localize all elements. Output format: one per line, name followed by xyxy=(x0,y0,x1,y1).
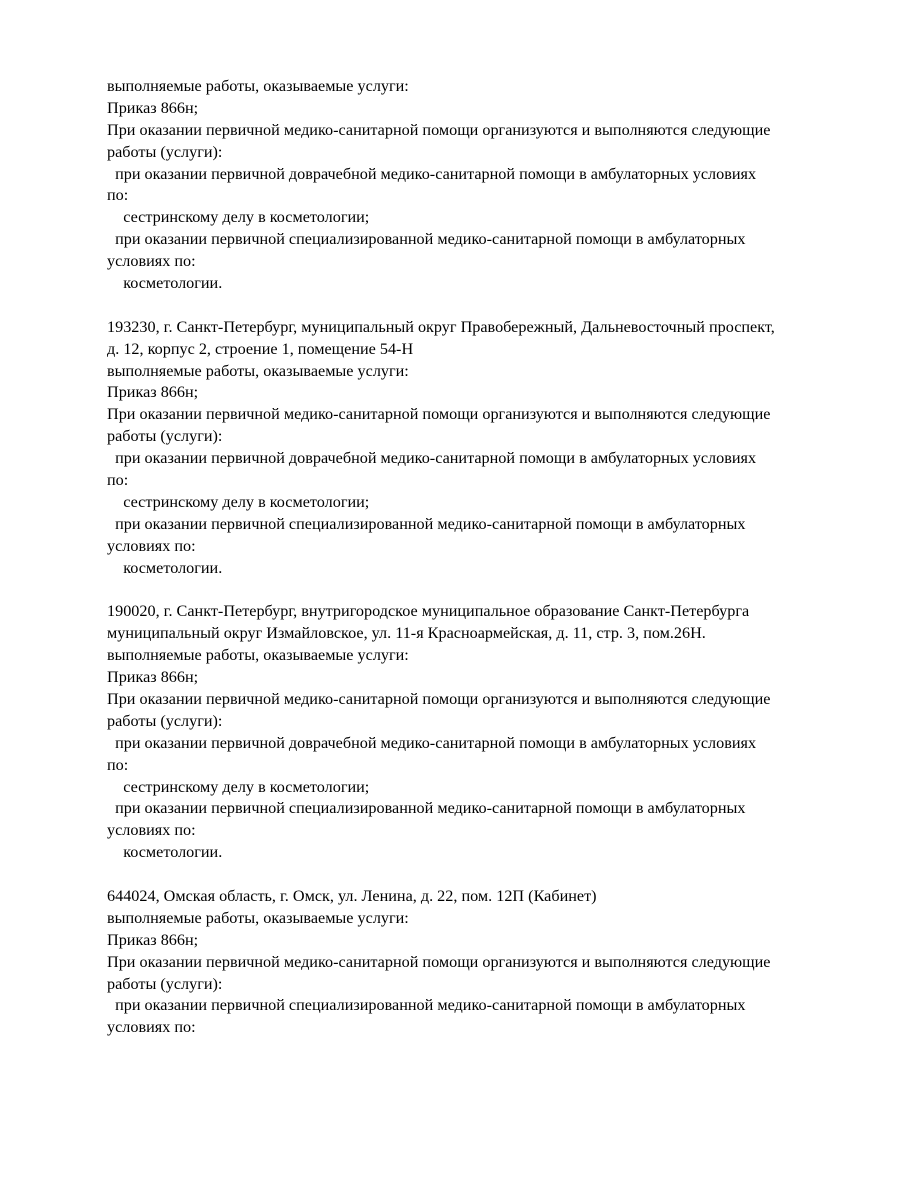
text-line: сестринскому делу в косметологии; xyxy=(107,492,370,511)
text-line: Приказ 866н; xyxy=(107,98,199,117)
text-line: 193230, г. Санкт-Петербург, муниципальный округ Правобережный, Дальневосточный проспект, xyxy=(107,317,775,336)
block-spacer xyxy=(107,579,877,601)
text-line: работы (услуги): xyxy=(107,711,223,730)
text-line: косметологии. xyxy=(107,843,223,862)
text-line: при оказании первичной специализированной медико-санитарной помощи в амбулаторных xyxy=(107,514,746,533)
text-line: выполняемые работы, оказываемые услуги: xyxy=(107,361,409,380)
text-line: условиях по: xyxy=(107,821,196,840)
text-line: При оказании первичной медико-санитарной помощи организуются и выполняются следующие xyxy=(107,405,771,424)
address-block xyxy=(107,601,877,864)
text-line: условиях по: xyxy=(107,252,196,271)
text-line: при оказании первичной доврачебной медико-санитарной помощи в амбулаторных условиях xyxy=(107,733,757,752)
text-line: при оказании первичной доврачебной медико-санитарной помощи в амбулаторных условиях xyxy=(107,449,757,468)
address-block xyxy=(107,317,877,580)
text-line: Приказ 866н; xyxy=(107,930,199,949)
address-block xyxy=(107,76,877,295)
text-line: при оказании первичной специализированной медико-санитарной помощи в амбулаторных xyxy=(107,799,746,818)
text-line: косметологии. xyxy=(107,558,223,577)
text-line: Приказ 866н; xyxy=(107,668,199,687)
address-block xyxy=(107,886,877,1039)
text-line: 644024, Омская область, г. Омск, ул. Ленина, д. 22, пом. 12П (Кабинет) xyxy=(107,886,597,905)
text-line: при оказании первичной доврачебной медико-санитарной помощи в амбулаторных условиях xyxy=(107,164,757,183)
text-line: При оказании первичной медико-санитарной помощи организуются и выполняются следующие xyxy=(107,952,771,971)
text-line: д. 12, корпус 2, строение 1, помещение 54-Н xyxy=(107,339,414,358)
text-line: работы (услуги): xyxy=(107,974,223,993)
text-line: При оказании первичной медико-санитарной помощи организуются и выполняются следующие xyxy=(107,120,771,139)
document-page xyxy=(107,76,877,1039)
block-spacer xyxy=(107,295,877,317)
text-line: работы (услуги): xyxy=(107,427,223,446)
text-line: 190020, г. Санкт-Петербург, внутригородское муниципальное образование Санкт-Петербурга xyxy=(107,602,750,621)
text-line: выполняемые работы, оказываемые услуги: xyxy=(107,908,409,927)
text-line: Приказ 866н; xyxy=(107,383,199,402)
text-line: по: xyxy=(107,186,129,205)
block-spacer xyxy=(107,864,877,886)
text-line: сестринскому делу в косметологии; xyxy=(107,777,370,796)
text-line: по: xyxy=(107,755,129,774)
text-line: условиях по: xyxy=(107,1018,196,1037)
text-line: по: xyxy=(107,471,129,490)
text-line: выполняемые работы, оказываемые услуги: xyxy=(107,77,409,95)
text-line: при оказании первичной специализированной медико-санитарной помощи в амбулаторных xyxy=(107,230,746,249)
text-line: сестринскому делу в косметологии; xyxy=(107,208,370,227)
text-line: При оказании первичной медико-санитарной помощи организуются и выполняются следующие xyxy=(107,689,771,708)
text-line: выполняемые работы, оказываемые услуги: xyxy=(107,646,409,665)
text-line: косметологии. xyxy=(107,274,223,293)
text-line: при оказании первичной специализированной медико-санитарной помощи в амбулаторных xyxy=(107,996,746,1015)
text-line: работы (услуги): xyxy=(107,142,223,161)
text-line: муниципальный округ Измайловское, ул. 11-я Красноармейская, д. 11, стр. 3, пом.26Н. xyxy=(107,624,706,643)
text-line: условиях по: xyxy=(107,536,196,555)
